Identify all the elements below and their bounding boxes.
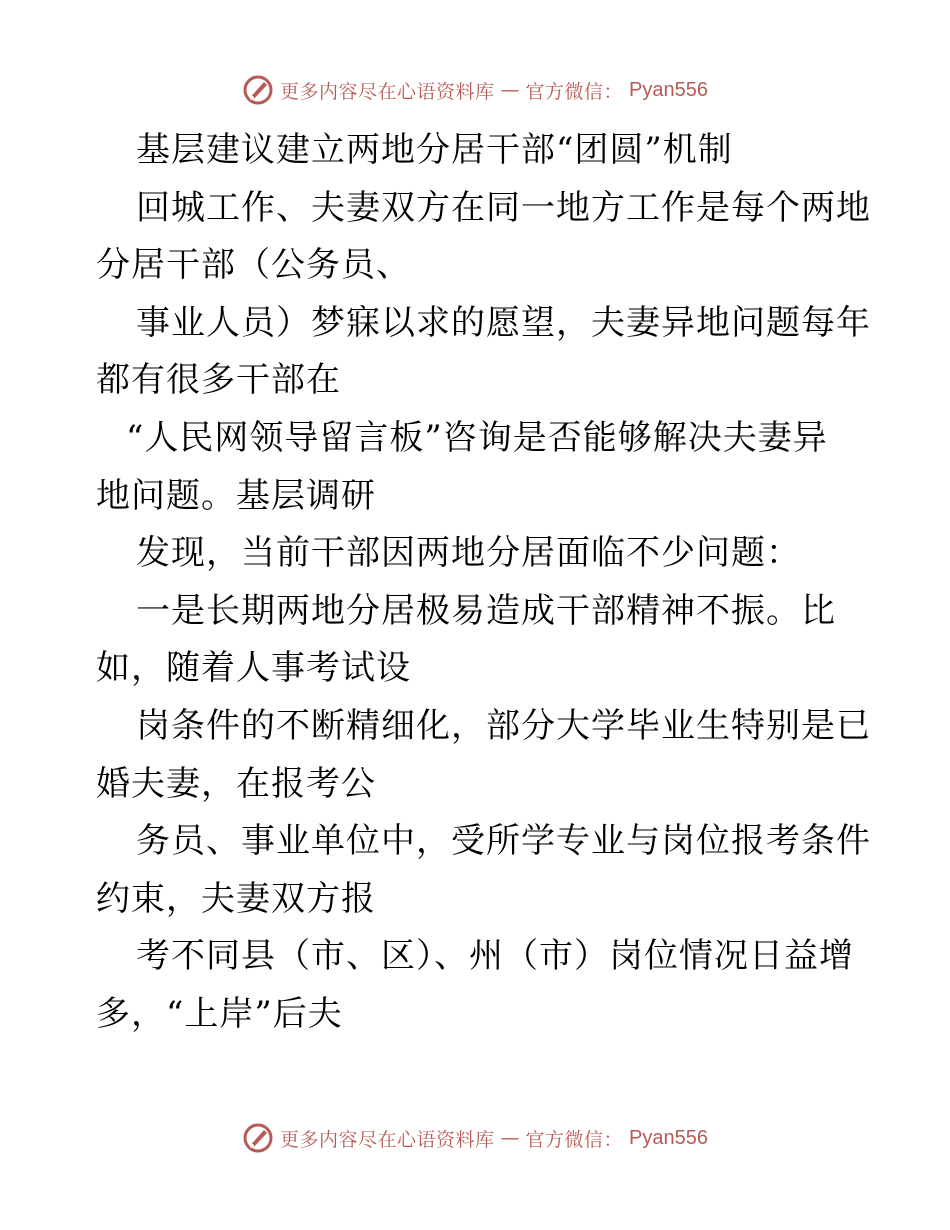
footer-watermark bbox=[0, 1118, 950, 1158]
watermark-text: 更多内容尽在心语资料库 bbox=[280, 80, 495, 103]
paragraph-line: 约束，夫妻双方报 bbox=[96, 878, 376, 919]
paragraph-line: 事业人员）梦寐以求的愿望，夫妻异地问题每年 bbox=[136, 302, 871, 343]
paragraph-line: 地问题。基层调研 bbox=[96, 475, 376, 516]
watermark-separator: — bbox=[500, 1127, 520, 1149]
pen-circle-logo-icon bbox=[242, 1122, 274, 1154]
paragraph-line: 分居干部（公务员、 bbox=[96, 245, 411, 286]
watermark-separator: — bbox=[500, 79, 520, 101]
paragraph-line: 务员、事业单位中，受所学专业与岗位报考条件 bbox=[136, 821, 871, 862]
document-title: 基层建议建立两地分居干部“团圆”机制 bbox=[136, 130, 733, 170]
document-body bbox=[96, 122, 871, 1044]
paragraph-line: 如，随着人事考试设 bbox=[96, 648, 411, 689]
header-watermark bbox=[0, 70, 950, 110]
paragraph-line: “人民网领导留言板”咨询是否能够解决夫妻异 bbox=[126, 417, 828, 458]
paragraph-line: 都有很多干部在 bbox=[96, 360, 341, 401]
pen-circle-logo-icon bbox=[242, 74, 274, 106]
watermark-contact-label: 官方微信： bbox=[525, 80, 624, 103]
paragraph-line: 回城工作、夫妻双方在同一地方工作是每个两地 bbox=[136, 187, 871, 228]
paragraph-line: 考不同县（市、区）、州（市）岗位情况日益增 bbox=[136, 936, 854, 977]
watermark-contact-id: Pyan556 bbox=[629, 78, 708, 101]
watermark-contact-label: 官方微信： bbox=[525, 1128, 624, 1151]
paragraph-line: 婚夫妻，在报考公 bbox=[96, 763, 376, 804]
paragraph-line: 发现，当前干部因两地分居面临不少问题： bbox=[136, 533, 801, 574]
watermark-text: 更多内容尽在心语资料库 bbox=[280, 1128, 495, 1151]
paragraph-line: 岗条件的不断精细化，部分大学毕业生特别是已 bbox=[136, 705, 871, 746]
watermark-contact-id: Pyan556 bbox=[629, 1126, 708, 1149]
paragraph-line: 一是长期两地分居极易造成干部精神不振。比 bbox=[136, 590, 836, 631]
paragraph-line: 多，“上岸”后夫 bbox=[96, 993, 343, 1034]
